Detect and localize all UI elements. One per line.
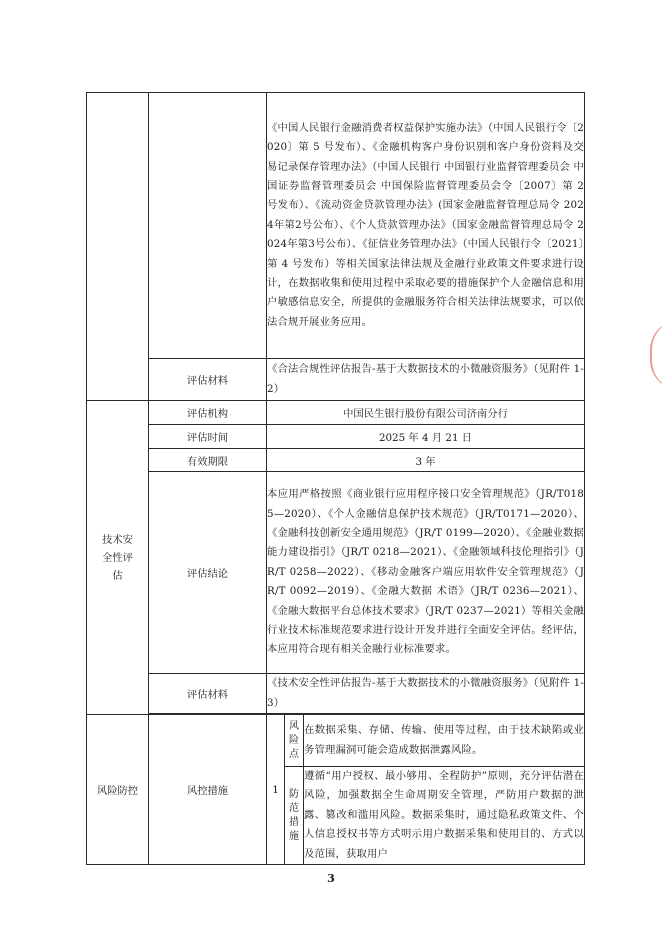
tech-validity-row bbox=[87, 449, 585, 472]
measures-label: 风控措施 bbox=[149, 715, 267, 865]
risk-point-row bbox=[87, 715, 585, 767]
tech-time-row bbox=[87, 425, 585, 449]
item-number: 1 bbox=[267, 715, 285, 865]
tech-material-row bbox=[87, 674, 585, 714]
law-basis-text: 《中国人民银行金融消费者权益保护实施办法》（中国人民银行令〔2020〕第 5 号发布）、《金融机构客户身份识别和客户身份资料及交易记录保存管理办法》（中国人民银行 中国银行业监督管理委员会 中国证券监督管理委员会 中国保险监督管理委员会令〔2007〕第 2 号发布）、《流动资金贷款管理办法》(国家金融监督管理总局令 2024年第2号公布）、《个人贷款管理办法》（国家金融监督管理总局令 2024年第3号公布）、《征信业务管理办法》（中国人民银行令〔2021〕第 4 号发布）等相关国家法律法规及金融行业政策文件要求进行设计，在数据收集和使用过程中采取必要的措施保护个人金融信息和用户敏感信息安全，所提供的金融服务符合相关法律法规要求，可以依法合规开展业务应用。 bbox=[267, 93, 585, 359]
time-value: 2025 年 4 月 21 日 bbox=[267, 425, 585, 449]
legal-material-row bbox=[87, 359, 585, 401]
page-number: 3 bbox=[327, 872, 335, 885]
risk-point-value: 在数据采集、存储、传输、使用等过程，由于技术缺陷或业务管理漏洞可能会造成数据泄露风险。 bbox=[304, 715, 585, 767]
legal-material-value: 《合法合规性评估报告-基于大数据技术的小微融资服务》（见附件 1-2） bbox=[267, 359, 585, 401]
org-label: 评估机构 bbox=[149, 401, 267, 425]
prevention-label-cell bbox=[285, 767, 304, 865]
legal-material-label: 评估材料 bbox=[149, 359, 267, 401]
validity-value: 3 年 bbox=[267, 449, 585, 472]
assessment-table bbox=[86, 92, 585, 865]
prevention-value: 遵循“用户授权、最小够用、全程防护”原则，充分评估潜在风险，加强数据全生命周期安全管理，严防用户数据的泄露、篡改和滥用风险。数据采集时，通过隐私政策文件、个人信息授权书等方式明示用户数据采集和使用目的、方式以及范围，获取用户 bbox=[304, 767, 585, 865]
tech-conclusion-row bbox=[87, 472, 585, 674]
red-seal-fragment bbox=[650, 320, 662, 390]
risk-point-label-cell bbox=[285, 715, 304, 767]
org-value: 中国民生银行股份有限公司济南分行 bbox=[267, 401, 585, 425]
prevention-label: 防范措施 bbox=[289, 788, 299, 842]
law-basis-label-cell bbox=[149, 93, 267, 359]
tech-material-value: 《技术安全性评估报告-基于大数据技术的小微融资服务》（见附件 1-3） bbox=[267, 674, 585, 714]
validity-label: 有效期限 bbox=[149, 449, 267, 472]
law-basis-row bbox=[87, 93, 585, 359]
tech-org-row bbox=[87, 401, 585, 425]
time-label: 评估时间 bbox=[149, 425, 267, 449]
tech-security-section-label: 技术安全性评估 bbox=[87, 401, 149, 715]
legal-section-cell bbox=[87, 93, 149, 401]
risk-control-section-label: 风险防控 bbox=[87, 715, 149, 865]
risk-point-label: 风险点 bbox=[289, 720, 299, 760]
conclusion-label: 评估结论 bbox=[149, 472, 267, 674]
conclusion-value: 本应用严格按照《商业银行应用程序接口安全管理规范》（JR/T0185—2020）、《个人金融信息保护技术规范》（JR/T0171—2020）、《金融科技创新安全通用规范》（JR/T 0199—2020）、《金融业数据能力建设指引》（JR/T 0218—2021）、《金融领域科技伦理指引》（JR/T 0258—2022）、《移动金融客户端应用软件安全管理规范》（JR/T 0092—2019）、《金融大数据 术语》（JR/T 0236—2021）、《金融大数据平台总体技术要求》（JR/T 0237—2021）等相关金融行业技术标准规范要求进行设计开发并进行全面安全评估。经评估，本应用符合现有相关金融行业标准要求。 bbox=[267, 472, 585, 674]
tech-material-label: 评估材料 bbox=[149, 674, 267, 714]
